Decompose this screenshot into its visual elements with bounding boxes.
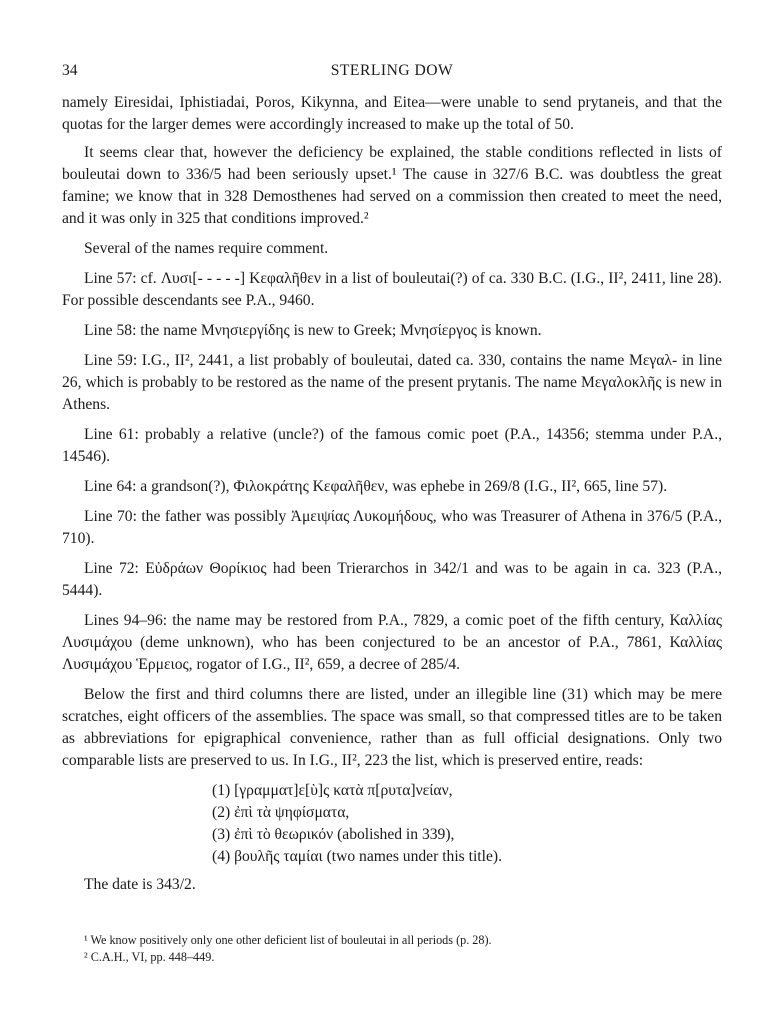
- page-header: [62, 60, 722, 86]
- page: [62, 60, 722, 904]
- list-item: (2) ἐπὶ τὰ ψηφίσματα,: [212, 804, 350, 821]
- paragraph: Line 59: I.G., II², 2441, a list probably of bouleutai, dated ca. 330, contains the name Μεγαλ- in line 26, which is probably to be restored as the name of the present prytanis. The name Μεγαλοκλῆς is new in Athens.: [62, 352, 722, 413]
- paragraph: Line 61: probably a relative (uncle?) of the famous comic poet (P.A., 14356; stemma under P.A., 14546).: [62, 426, 722, 465]
- footnotes: [62, 932, 722, 966]
- paragraph: Line 64: a grandson(?), Φιλοκράτης Κεφαλῆθεν, was ephebe in 269/8 (I.G., II², 665, line 57).: [84, 478, 668, 495]
- paragraph: Line 57: cf. Λυσι[- - - - -] Κεφαλῆθεν in a list of bouleutai(?) of ca. 330 B.C. (I.G., II², 2411, line 28). For possible descendants see P.A., 9460.: [62, 270, 722, 309]
- page-number: 34: [62, 62, 78, 79]
- list-item: (1) [γραμματ]ε[ὺ]ς κατὰ π[ρυτα]νείαν,: [212, 782, 453, 799]
- paragraph: Line 58: the name Μνησιεργίδης is new to Greek; Μνησίεργος is known.: [84, 322, 542, 339]
- paragraph: namely Eiresidai, Iphistiadai, Poros, Kikynna, and Eitea—were unable to send prytaneis, and that the quotas for the larger demes were accordingly increased to make up the total of 50.: [62, 94, 722, 133]
- list-item: (3) ἐπὶ τὸ θεωρικόν (abolished in 339),: [212, 826, 455, 843]
- paragraph: Below the first and third columns there are listed, under an illegible line (31) which may be mere scratches, eight officers of the assemblies. The space was small, so that compressed titles are to be taken as abbreviations for epigraphical convenience, rather than as full official designations. Only two comparable lists are preserved to us. In I.G., II², 223 the list, which is preserved entire, reads:: [62, 686, 722, 769]
- paragraph: Several of the names require comment.: [84, 240, 329, 257]
- paragraph: Lines 94–96: the name may be restored from P.A., 7829, a comic poet of the fifth century, Καλλίας Λυσιμάχου (deme unknown), who has been conjectured to be an ancestor of P.A., 7861, Καλλίας Λυσιμάχου Ἑρμειος, rogator of I.G., II², 659, a decree of 285/4.: [62, 612, 722, 673]
- paragraph: It seems clear that, however the deficiency be explained, the stable conditions reflected in lists of bouleutai down to 336/5 had been seriously upset.¹ The cause in 327/6 B.C. was doubtless the great famine; we know that in 328 Demosthenes had served on a commission then created to meet the need, and it was only in 325 that conditions improved.²: [62, 144, 722, 227]
- running-head: STERLING DOW: [330, 62, 454, 79]
- list-item: (4) βουλῆς ταμίαι (two names under this title).: [212, 848, 502, 865]
- footnote: ¹ We know positively only one other deficient list of bouleutai in all periods (p. 28).: [84, 933, 492, 947]
- footnote: ² C.A.H., VI, pp. 448–449.: [84, 950, 215, 964]
- closing-paragraph: The date is 343/2.: [84, 876, 196, 893]
- paragraph: Line 70: the father was possibly Ἀμειψίας Λυκομήδους, who was Treasurer of Athena in 376/5 (P.A., 710).: [62, 508, 722, 547]
- officer-list: [212, 780, 722, 868]
- paragraph: Line 72: Εὐδράων Θορίκιος had been Trierarchos in 342/1 and was to be again in ca. 323 (P.A., 5444).: [62, 560, 722, 599]
